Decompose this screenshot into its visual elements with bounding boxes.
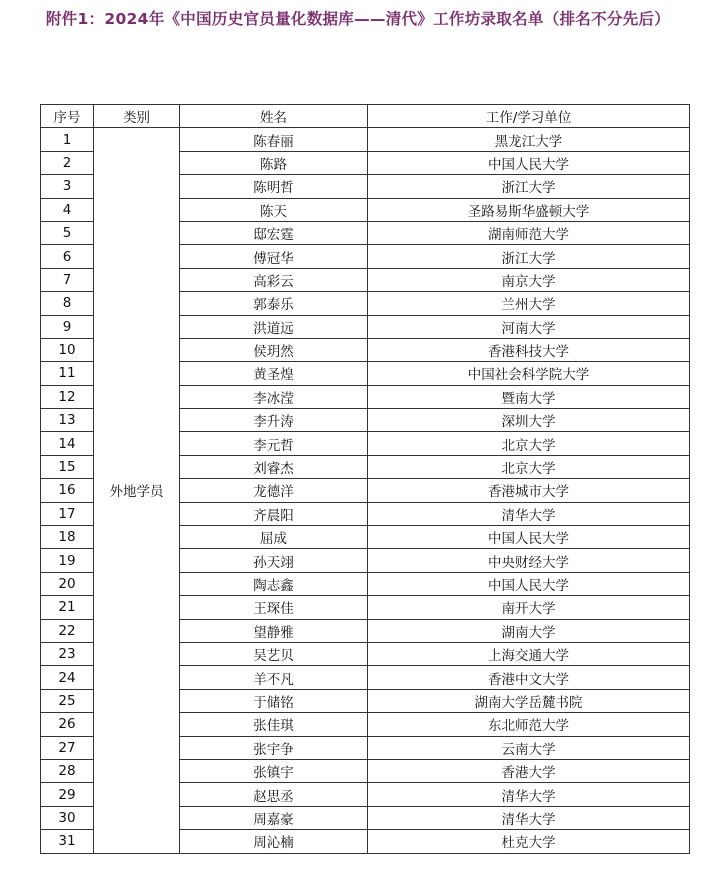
cell-serial-number: 15 [41,455,94,478]
cell-institution: 上海交通大学 [368,642,690,665]
cell-name: 李元哲 [180,432,368,455]
cell-serial-number: 23 [41,642,94,665]
header-institution: 工作/学习单位 [368,105,690,128]
admission-table [40,104,690,854]
cell-institution: 暨南大学 [368,385,690,408]
cell-name: 龙德洋 [180,479,368,502]
cell-serial-number: 20 [41,572,94,595]
cell-institution: 中国人民大学 [368,526,690,549]
cell-name: 黄圣煌 [180,362,368,385]
cell-institution: 中国人民大学 [368,572,690,595]
cell-name: 邸宏霆 [180,221,368,244]
cell-institution: 兰州大学 [368,292,690,315]
cell-institution: 浙江大学 [368,245,690,268]
cell-serial-number: 21 [41,596,94,619]
cell-institution: 南京大学 [368,268,690,291]
cell-name: 郭泰乐 [180,292,368,315]
cell-serial-number: 6 [41,245,94,268]
cell-name: 王琛佳 [180,596,368,619]
cell-name: 李冰滢 [180,385,368,408]
cell-institution: 香港大学 [368,759,690,782]
cell-serial-number: 1 [41,128,94,151]
table-row [41,128,690,151]
cell-name: 张镇宇 [180,759,368,782]
cell-serial-number: 7 [41,268,94,291]
cell-serial-number: 24 [41,666,94,689]
cell-serial-number: 26 [41,713,94,736]
cell-serial-number: 25 [41,689,94,712]
cell-name: 陈春丽 [180,128,368,151]
cell-institution: 香港城市大学 [368,479,690,502]
document-heading: 附件1：2024年《中国历史官员量化数据库——清代》工作坊录取名单（排名不分先后） [45,10,671,28]
cell-institution: 黑龙江大学 [368,128,690,151]
cell-institution: 中央财经大学 [368,549,690,572]
cell-name: 屈成 [180,526,368,549]
cell-institution: 北京大学 [368,432,690,455]
cell-name: 周沁楠 [180,830,368,853]
cell-serial-number: 10 [41,338,94,361]
header-serial-number: 序号 [41,105,94,128]
cell-name: 张佳琪 [180,713,368,736]
cell-institution: 中国社会科学院大学 [368,362,690,385]
cell-name: 孙天翊 [180,549,368,572]
cell-name: 于储铭 [180,689,368,712]
cell-institution: 深圳大学 [368,409,690,432]
table-header-row [41,105,690,128]
cell-institution: 云南大学 [368,736,690,759]
cell-name: 洪道远 [180,315,368,338]
cell-name: 周嘉豪 [180,806,368,829]
cell-name: 陈路 [180,151,368,174]
cell-serial-number: 4 [41,198,94,221]
cell-institution: 香港中文大学 [368,666,690,689]
cell-serial-number: 31 [41,830,94,853]
cell-institution: 圣路易斯华盛顿大学 [368,198,690,221]
cell-serial-number: 22 [41,619,94,642]
cell-name: 望静雅 [180,619,368,642]
cell-name: 陈明哲 [180,175,368,198]
cell-serial-number: 9 [41,315,94,338]
cell-name: 张宇争 [180,736,368,759]
cell-serial-number: 13 [41,409,94,432]
cell-institution: 香港科技大学 [368,338,690,361]
cell-serial-number: 28 [41,759,94,782]
cell-serial-number: 17 [41,502,94,525]
cell-name: 傅冠华 [180,245,368,268]
cell-serial-number: 5 [41,221,94,244]
cell-institution: 中国人民大学 [368,151,690,174]
cell-institution: 浙江大学 [368,175,690,198]
cell-name: 齐晨阳 [180,502,368,525]
cell-serial-number: 19 [41,549,94,572]
header-name: 姓名 [180,105,368,128]
cell-institution: 北京大学 [368,455,690,478]
cell-name: 赵思丞 [180,783,368,806]
cell-name: 李升涛 [180,409,368,432]
cell-serial-number: 29 [41,783,94,806]
cell-serial-number: 30 [41,806,94,829]
header-category: 类别 [94,105,180,128]
cell-serial-number: 3 [41,175,94,198]
cell-serial-number: 11 [41,362,94,385]
cell-serial-number: 18 [41,526,94,549]
cell-name: 陈天 [180,198,368,221]
cell-institution: 杜克大学 [368,830,690,853]
cell-serial-number: 2 [41,151,94,174]
cell-name: 羊不凡 [180,666,368,689]
cell-serial-number: 8 [41,292,94,315]
cell-serial-number: 12 [41,385,94,408]
cell-institution: 南开大学 [368,596,690,619]
cell-institution: 清华大学 [368,783,690,806]
cell-institution: 湖南大学 [368,619,690,642]
cell-serial-number: 14 [41,432,94,455]
cell-institution: 湖南大学岳麓书院 [368,689,690,712]
cell-name: 吴艺贝 [180,642,368,665]
cell-name: 高彩云 [180,268,368,291]
cell-name: 侯玥然 [180,338,368,361]
cell-institution: 清华大学 [368,502,690,525]
cell-institution: 清华大学 [368,806,690,829]
table-body [41,128,690,853]
cell-institution: 河南大学 [368,315,690,338]
cell-serial-number: 16 [41,479,94,502]
cell-name: 陶志鑫 [180,572,368,595]
cell-serial-number: 27 [41,736,94,759]
cell-institution: 湖南师范大学 [368,221,690,244]
cell-category: 外地学员 [94,128,180,853]
cell-institution: 东北师范大学 [368,713,690,736]
cell-name: 刘睿杰 [180,455,368,478]
